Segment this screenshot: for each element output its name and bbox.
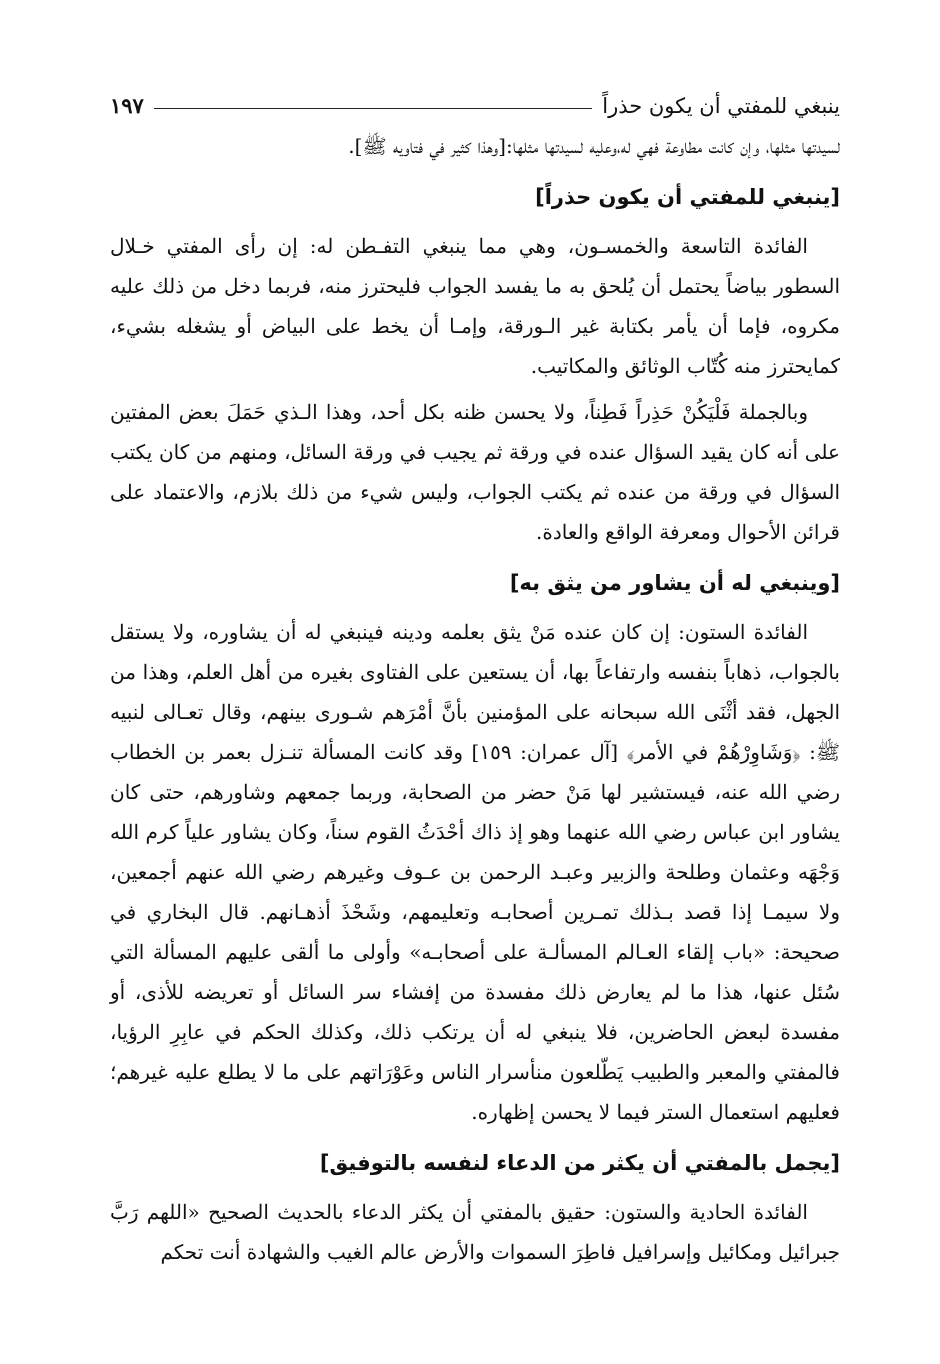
section-heading-supplication: [يجمل بالمفتي أن يكثر من الدعاء لنفسه بالتوفيق] — [319, 1151, 840, 1175]
page-number: ١٩٧ — [110, 93, 144, 118]
paragraph-sixtieth: الفائدة الستون: إن كان عنده مَنْ يثق بعلمه ودينه فينبغي له أن يشاوره، ولا يستقل بالجواب، ذهاباً بنفسه وارتفاعاً بها، أن يستعين على الفتاوى بغيره من أهل العلم، وهذا من الجهل، فقد أثْنَى الله سبحانه على المؤمنين بأنَّ أمْرَهم شـورى بينهم، وقال تعـالى لنبيه ﷺ: ﴿وَشَاوِرْهُمْ في الأمر﴾ [آل عمران: ١٥٩] وقد كانت المسألة تنـزل بعمر بن الخطاب رضي الله عنه، فيستشير لها مَنْ حضر من الصحابة، وربما جمعهم وشاورهم، حتى كان يشاور ابن عباس رضي الله عنهما وهو إذ ذاك أحْدَثُ القوم سناً، وكان يشاور علياً كرم الله وَجْهَه وعثمان وطلحة والزبير وعبـد الرحمن بن عـوف وغيرهم رضي الله عنهم أجمعين، ولا سيمـا إذا قصد بـذلك تمـرين أصحابـه وتعليمهم، وشَحْذَ أذهـانهم. قال البخاري في صحيحة: «باب إلقاء العـالم المسألـة على أصحابـه» وأولى ما ألقى عليهم المسألة التي سُئل عنها، هذا ما لم يعارض ذلك مفسدة من إفشاء سر السائل أو تعريضه للأذى، أو مفسدة لبعض الحاضرين، فلا ينبغي له أن يرتكب ذلك، وكذلك الحكم في عابِرِ الرؤيا، فالمفتي والمعبر والطبيب يَطّلعون منأسرار الناس وعَوْرَاتهم على ما لا يطلع عليه غيرهم؛ فعليهم استعمال الستر فيما لا يحسن إظهاره. — [110, 620, 840, 1124]
paragraph-caution: وبالجملة فَلْيَكُنْ حَذِراً فَطِناً، ولا يحسن ظنه بكل أحد، وهذا الـذي حَمَلَ بعض المفتين على أنه كان يقيد السؤال عنده في ورقة ثم يجيب في ورقة السائل، ومنهم من كان يكتب السؤال في ورقة من عنده ثم يكتب الجواب، وليس شيء من ذلك بلازم، والاعتماد على قرائن الأحوال ومعرفة الواقع والعادة. — [110, 400, 840, 544]
section-heading-vigilance: [ينبغي للمفتي أن يكون حذراً] — [535, 185, 840, 209]
paragraph-fifty-ninth: الفائدة التاسعة والخمسـون، وهي مما ينبغي التفـطن له: إن رأى المفتي خـلال السطور بياضاً يحتمل أن يُلحق به ما يفسد الجواب فليحترز منه، فربما دخل من ذلك عليه مكروه، فإما أن يأمر بكتابة غير الـورقة، وإمـا أن يخط على البياض أو يشغله بشيء، كمايحترز منه كُتّاب الوثائق والمكاتيب. — [110, 234, 840, 378]
paragraph-sixty-first: الفائدة الحادية والستون: حقيق بالمفتي أن يكثر الدعاء بالحديث الصحيح «اللهم رَبَّ جبرائيل ومكائيل وإسرافيل فاطِرَ السموات والأرض عالم الغيب والشهادة أنت تحكم — [110, 1200, 840, 1264]
spacer — [110, 1132, 840, 1138]
header-rule — [154, 108, 592, 109]
book-page — [110, 78, 840, 1272]
spacer — [110, 552, 840, 558]
running-header — [110, 78, 840, 118]
paragraph-continued: لسيدتها مثلها، وإن كانت مطاوعة فهي له،وعليه لسيدتها مثلها:[وهذا كثير في فتاويه ﷺ]. — [348, 134, 840, 158]
running-title: ينبغي للمفتي أن يكون حذراً — [602, 94, 840, 118]
spacer — [110, 166, 840, 172]
section-heading-consultation: [وينبغي له أن يشاور من يثق به] — [509, 571, 840, 595]
